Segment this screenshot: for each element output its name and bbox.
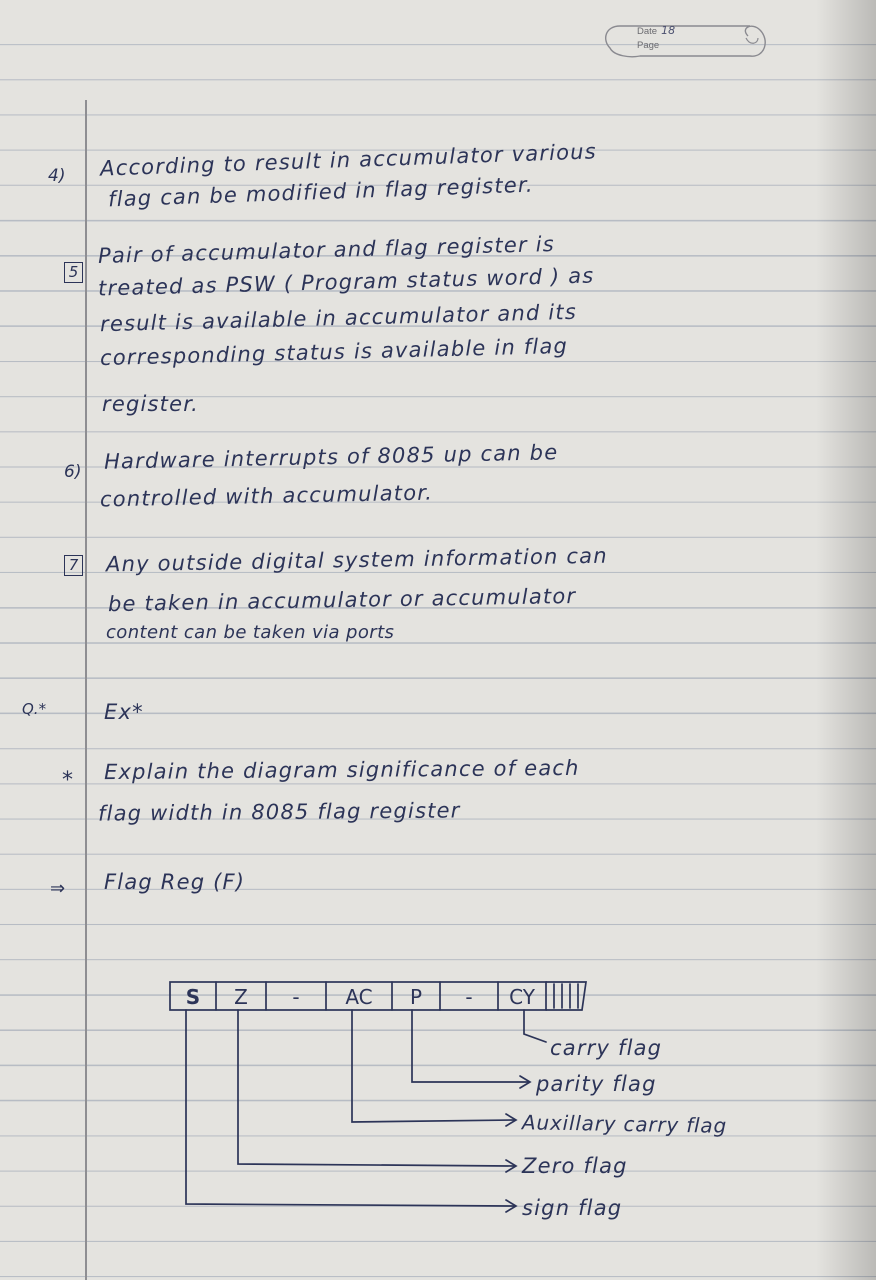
answer-marker: ⇒ bbox=[50, 878, 66, 899]
register-cell-ac: AC bbox=[345, 985, 373, 1009]
point-5-line-2: treated as PSW ( Program status word ) as bbox=[97, 263, 595, 301]
date-label: Date bbox=[637, 26, 658, 37]
point-6-marker: 6) bbox=[64, 462, 82, 482]
question-title: Ex* bbox=[104, 700, 144, 724]
point-4-line-2: flag can be modified in flag register. bbox=[107, 172, 535, 212]
point-7-marker: 7 bbox=[64, 555, 83, 576]
point-4-marker: 4) bbox=[48, 166, 66, 186]
point-6-line-1: Hardware interrupts of 8085 up can be bbox=[103, 440, 559, 474]
zero-connector bbox=[238, 1010, 514, 1166]
point-5-line-1: Pair of accumulator and flag register is bbox=[97, 232, 556, 268]
question-marker: Q.* bbox=[22, 700, 47, 718]
register-cell-s: S bbox=[185, 985, 201, 1009]
date-value: 18 bbox=[661, 24, 676, 37]
page-label: Page bbox=[637, 40, 660, 51]
point-4-line-1: According to result in accumulator various bbox=[99, 139, 598, 181]
task-marker: * bbox=[62, 768, 73, 793]
task-line-1: Explain the diagram significance of each bbox=[103, 755, 580, 785]
point-5-line-5: register. bbox=[102, 392, 199, 416]
register-cell-blank: - bbox=[292, 985, 300, 1009]
point-5-line-3: result is available in accumulator and its bbox=[99, 299, 578, 337]
register-cell-blank: - bbox=[465, 985, 473, 1009]
parity-connector bbox=[412, 1010, 528, 1082]
task-line-2: flag width in 8085 flag register bbox=[97, 798, 461, 826]
auxiliary-connector bbox=[352, 1010, 514, 1122]
point-7-line-1: Any outside digital system information can bbox=[105, 543, 608, 577]
register-cell-p: P bbox=[409, 985, 423, 1009]
flag-label-carry: carry flag bbox=[550, 1036, 663, 1060]
point-7-line-2: be taken in accumulator or accumulator bbox=[107, 583, 577, 617]
point-5-line-4: corresponding status is available in flag bbox=[99, 333, 569, 371]
register-cell-cy: CY bbox=[509, 985, 535, 1009]
flag-label-parity: parity flag bbox=[536, 1072, 657, 1096]
answer-text: Flag Reg (F) bbox=[104, 870, 246, 894]
flag-label-zero: Zero flag bbox=[522, 1154, 628, 1178]
point-7-line-3: content can be taken via ports bbox=[106, 622, 395, 643]
hatched-block bbox=[546, 982, 586, 1010]
register-cell-z: Z bbox=[234, 985, 248, 1009]
carry-connector bbox=[524, 1010, 546, 1042]
point-6-line-2: controlled with accumulator. bbox=[99, 480, 434, 512]
flag-label-sign: sign flag bbox=[522, 1196, 623, 1220]
sign-connector bbox=[186, 1010, 514, 1206]
point-5-marker: 5 bbox=[64, 262, 83, 283]
flag-label-auxiliary: Auxillary carry flag bbox=[521, 1110, 728, 1138]
